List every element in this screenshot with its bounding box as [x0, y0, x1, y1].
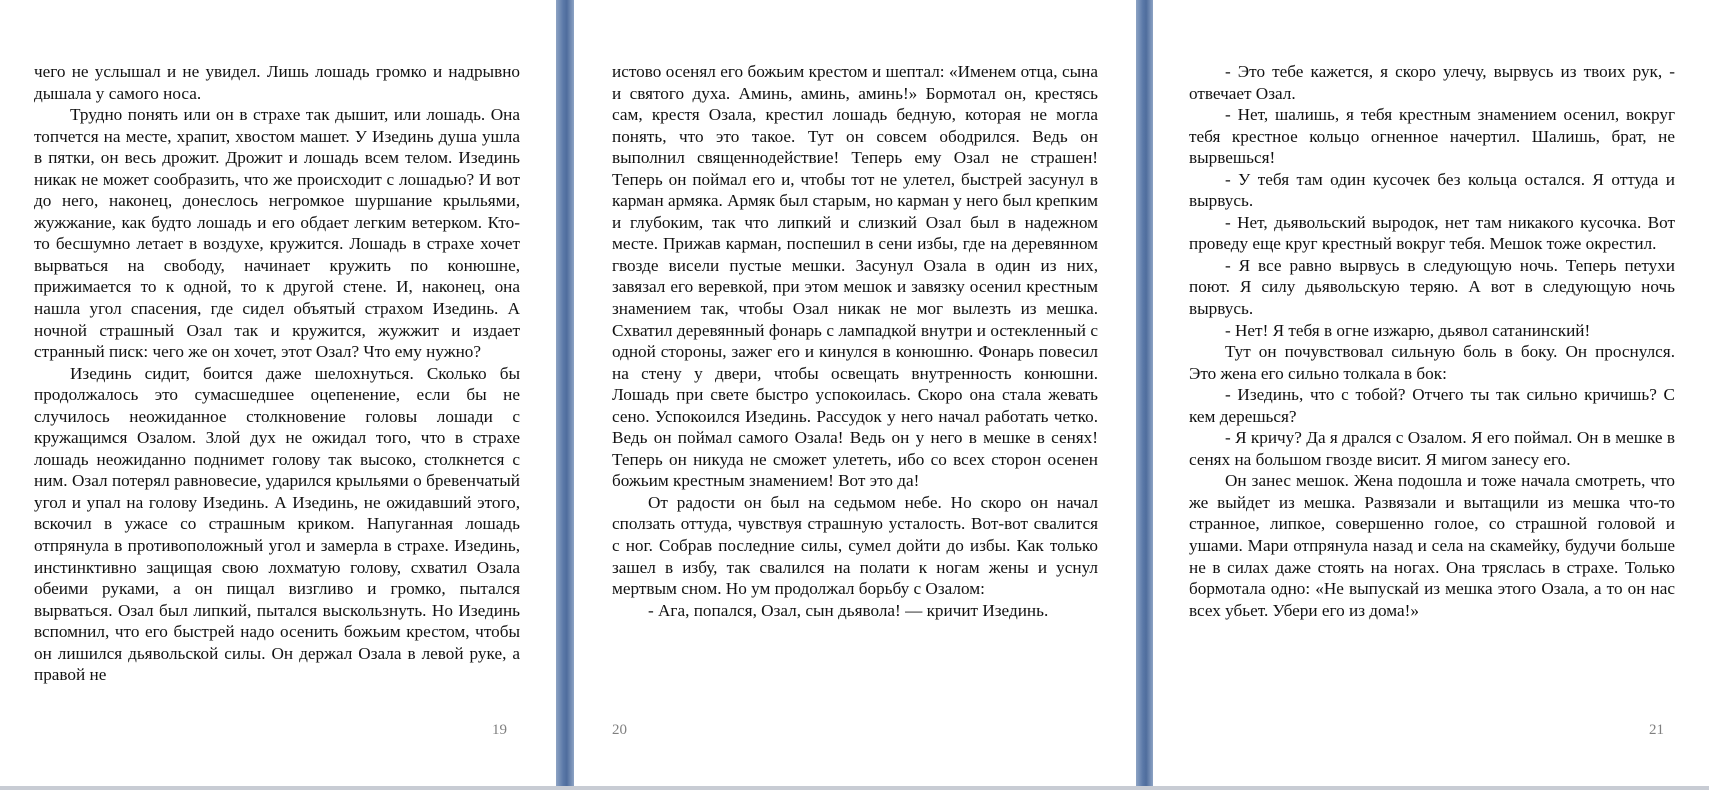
paragraph: Изединь сидит, боится даже шелохнуться. Сколько бы продолжалось это сумасшедшее оцепенение, если бы не случилось неожиданное столкновение головы лошади с кружащимся Озалом. Злой дух не ожидал того, что в страхе лошадь неожиданно поднимет голову так высоко, столкнется с ним. Озал потерял равновесие, ударился крыльями о бревенчатый угол и упал на голову Изединь. А Изединь, не ожидавший этого, вскочил в ужасе со страшным криком. Напуганная лошадь отпрянула в противоположный угол и замерла в страхе. Изединь, инстинктивно защищая свою лохматую голову, схватил Озала обеими руками, а он пищал визгливо и громко, пытался вырваться. Озал был липкий, пытался выскользнуть. Но Изединь вспомнил, что его быстрей надо осенить божьим крестом, чтобы он лишился дьявольской силы. Он держал Озала в левой руке, а правой не: [34, 363, 520, 685]
page-21: [1153, 0, 1709, 790]
paragraph: - Ага, попался, Озал, сын дьявола! — кричит Изединь.: [648, 600, 1049, 620]
paragraph: - Изединь, что с тобой? Отчего ты так сильно кричишь? С кем дерешься?: [1189, 385, 1675, 426]
paragraph: Тут он почувствовал сильную боль в боку. Он проснулся. Это жена его сильно толкала в бок:: [1189, 342, 1675, 383]
paragraph: - У тебя там один кусочек без кольца остался. Я оттуда и вырвусь.: [1189, 169, 1675, 211]
paragraph: - Нет, шалишь, я тебя крестным знамением осенил, вокруг тебя крестное кольцо огненное начертил. Шалишь, брат, не вырвешься!: [1189, 105, 1675, 168]
page-gap: [1136, 0, 1153, 790]
paragraph: От радости он был на седьмом небе. Но скоро он начал сползать оттуда, чувствуя страшную усталость. Вот-вот свалится с ног. Собрав последние силы, сумел дойти до избы. Как только зашел в избу, так свалился на полати к ногам жены и уснул мертвым сном. Но ум продолжал борьбу с Озалом:: [612, 492, 1098, 599]
page-number: 21: [1649, 722, 1664, 738]
paragraph: - Я все равно вырвусь в следующую ночь. Теперь петухи поют. Я силу дьявольскую теряю. А вот в следующую ночь вырвусь.: [1189, 255, 1675, 319]
paragraph: - Я кричу? Да я дрался с Озалом. Я его поймал. Он в мешке в сенях на большом гвозде висит. Я мигом занесу его.: [1189, 428, 1675, 469]
page-number: 19: [492, 722, 507, 738]
paragraph: Он занес мешок. Жена подошла и тоже начала смотреть, что же выйдет из мешка. Развязали и вытащили из мешка что-то странное, липкое, совершенно голое, со страшной головой и ушами. Мари отпрянула назад и села на скамейку, будучи больше не в силах даже стоять на ногах. Она тряслась в страхе. Только бормотала одно: «Не выпускай из мешка этого Озала, а то он нас всех убьет. Убери его из дома!»: [1189, 471, 1675, 620]
paragraph: истово осенял его божьим крестом и шептал: «Именем отца, сына и святого духа. Аминь, аминь, аминь!» Бормотал он, крестясь сам, крестя Озала, крестил лошадь бедную, которая не могла понять, что это такое. Тут он совсем ободрился. Ведь он выполнил священнодействие! Теперь ему Озал не страшен! Теперь он поймал его и, чтобы тот не улетел, быстрей засунул в карман армяка. Армяк был старым, но карман у него был крепким и глубоким, так что липкий и слизкий Озал был в надежном месте. Прижав карман, поспешил в сени избы, где на деревянном гвозде висели пустые мешки. Засунул Озала в один из них, завязал его веревкой, при этом мешок и завязку осенил крестным знамением так, чтобы Озал никак не мог вылезть из мешка. Схватил деревянный фонарь с лампадкой внутри и остекленный с одной стороны, зажег его и кинулся в конюшню. Фонарь повесил на стену у двери, чтобы освещать внутренность конюшни. Лошадь при свете быстро успокоилась. Скоро она стала жевать сено. Успокоился Изединь. Рассудок у него начал работать четко. Ведь он поймал самого Озала! Ведь он у него в мешке в сенях! Теперь он никуда не сможет улететь, ибо со всех сторон осенен божьим крестным знамением! Вот это да!: [612, 62, 1098, 491]
paragraph: Трудно понять или он в страхе так дышит, или лошадь. Она топчется на месте, храпит, хвостом машет. У Изединь душа ушла в пятки, он весь дрожит. Дрожит и лошадь всем телом. Изединь никак не может сообразить, что же происходит с лошадью? И вот до него, наконец, донеслось негромкое шуршание крыльями, жужжание, как будто лошадь и его обдает легким ветерком. Кто-то бесшумно летает в воздухе, кружится. Лошадь в страхе хочет вырваться на свободу, начинает кружить по конюшне, прижимается то к одной, то к другой стене. И, наконец, она нашла угол спасения, где сидел объятый страхом Изединь. А ночной страшный Озал так и кружится, жужжит и издает странный писк: чего же он хочет, этот Озал? Что ему нужно?: [34, 105, 520, 362]
page-number: 20: [612, 722, 627, 738]
page-text: [612, 61, 1098, 621]
paragraph: - Это тебе кажется, я скоро улечу, вырвусь из твоих рук, - отвечает Озал.: [1189, 62, 1675, 103]
page-text: [34, 61, 520, 686]
page-gap: [556, 0, 574, 790]
page-text: [1189, 61, 1675, 621]
paragraph: чего не услышал и не увидел. Лишь лошадь громко и надрывно дышала у самого носа.: [34, 62, 520, 103]
window-bottom-edge: [0, 786, 1709, 790]
page-19: [0, 0, 556, 790]
page-20: [574, 0, 1136, 790]
paragraph: - Нет, дьявольский выродок, нет там никакого кусочка. Вот проведу еще круг крестный вокруг тебя. Мешок тоже окрестил.: [1189, 212, 1675, 254]
paragraph: - Нет! Я тебя в огне изжарю, дьявол сатанинский!: [1225, 320, 1591, 340]
